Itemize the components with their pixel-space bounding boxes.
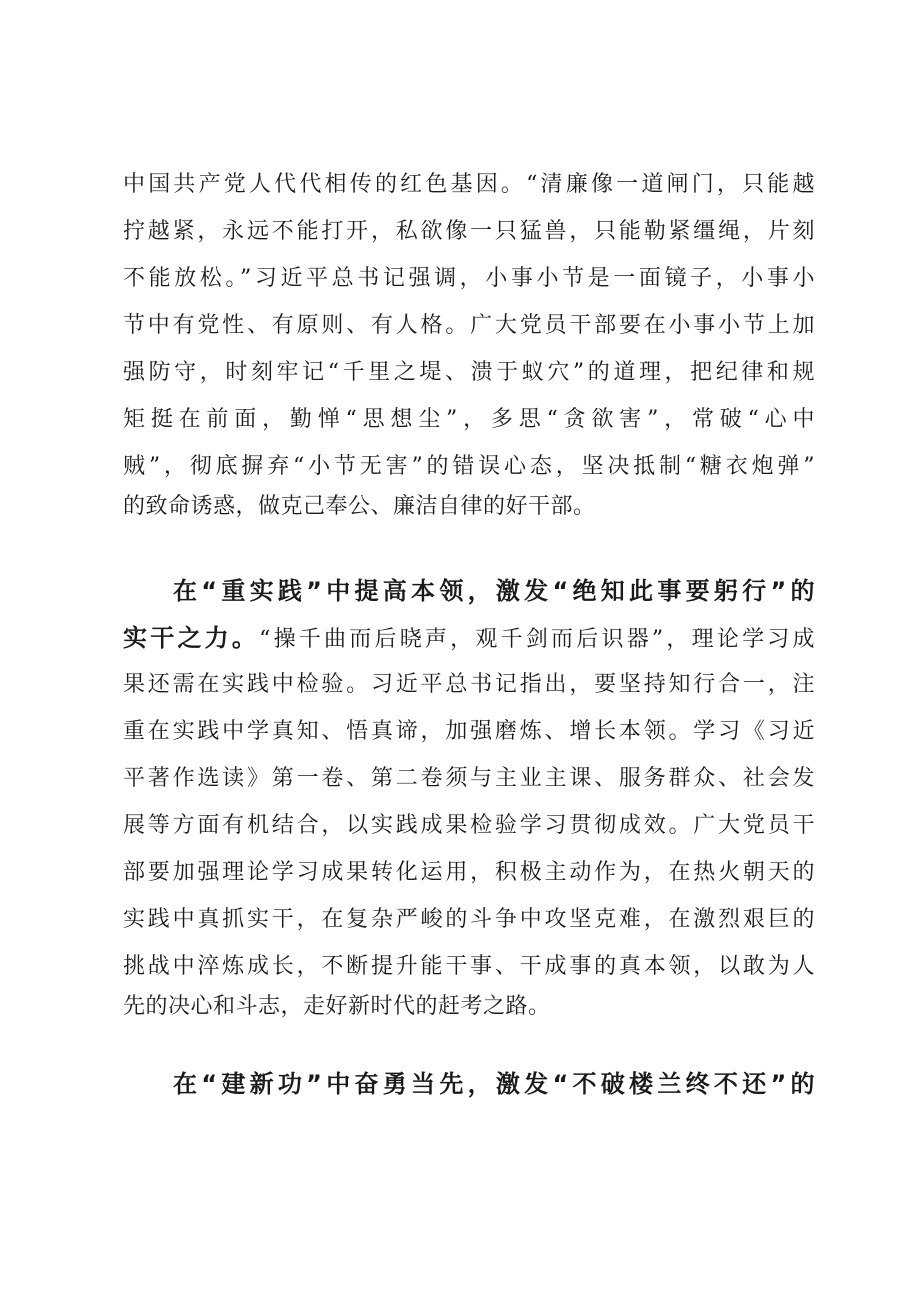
- paragraph-1-line-3: 不能放松。”习近平总书记强调，小事小节是一面镜子，小事小: [123, 266, 815, 291]
- paragraph-1-line-5: 强防守，时刻牢记“千里之堤、溃于蚁穴”的道理，把纪律和规: [123, 360, 815, 385]
- section-2-body-line-8: 先的决心和斗志，走好新时代的赶考之路。: [123, 994, 551, 1019]
- section-2-body-line-3: 平著作选读》第一卷、第二卷须与主业主课、服务群众、社会发: [123, 766, 815, 791]
- section-2-body-line-5: 部要加强理论学习成果转化运用，积极主动作为，在热火朝天的: [123, 860, 815, 885]
- section-2-body-line-7: 挑战中淬炼成长，不断提升能干事、干成事的真本领，以敢为人: [123, 954, 815, 979]
- section-2-body-line-2: 重在实践中学真知、悟真谛，加强磨炼、增长本领。学习《习近: [123, 719, 815, 744]
- section-2-body-line-1: 果还需在实践中检验。习近平总书记指出，要坚持知行合一，注: [123, 672, 815, 697]
- section-2-heading-line-2: 实干之力。: [123, 624, 260, 652]
- paragraph-1-line-1: 中国共产党人代代相传的红色基因。“清廉像一道闸门，只能越: [123, 172, 815, 197]
- paragraph-1-line-8: 的致命诱惑，做克己奉公、廉洁自律的好干部。: [123, 494, 596, 519]
- paragraph-1-line-6: 矩挺在前面，勤惮“思想尘”，多思“贪欲害”，常破“心中: [123, 407, 815, 432]
- section-2-heading-line-1: 在“重实践”中提高本领，激发“绝知此事要躬行”的: [173, 577, 815, 605]
- paragraph-1-line-4: 节中有党性、有原则、有人格。广大党员干部要在小事小节上加: [123, 313, 815, 338]
- section-2-body-line-4: 展等方面有机结合，以实践成果检验学习贯彻成效。广大党员干: [123, 813, 815, 838]
- paragraph-1-line-7: 贼”，彻底摒弃“小节无害”的错误心态，坚决抵制“糖衣炮弹”: [123, 454, 815, 479]
- section-2-body-line-start: “操千曲而后晓声，观千剑而后识器”，理论学习成: [259, 627, 815, 652]
- section-2-body-line-6: 实践中真抓实干，在复杂严峻的斗争中攻坚克难，在激烈艰巨的: [123, 907, 815, 932]
- paragraph-1-line-2: 拧越紧，永远不能打开，私欲像一只猛兽，只能勒紧缰绳，片刻: [123, 219, 815, 244]
- section-2-line-2: [123, 618, 815, 658]
- section-3-heading-line-1: 在“建新功”中奋勇当先，激发“不破楼兰终不还”的: [173, 1070, 815, 1098]
